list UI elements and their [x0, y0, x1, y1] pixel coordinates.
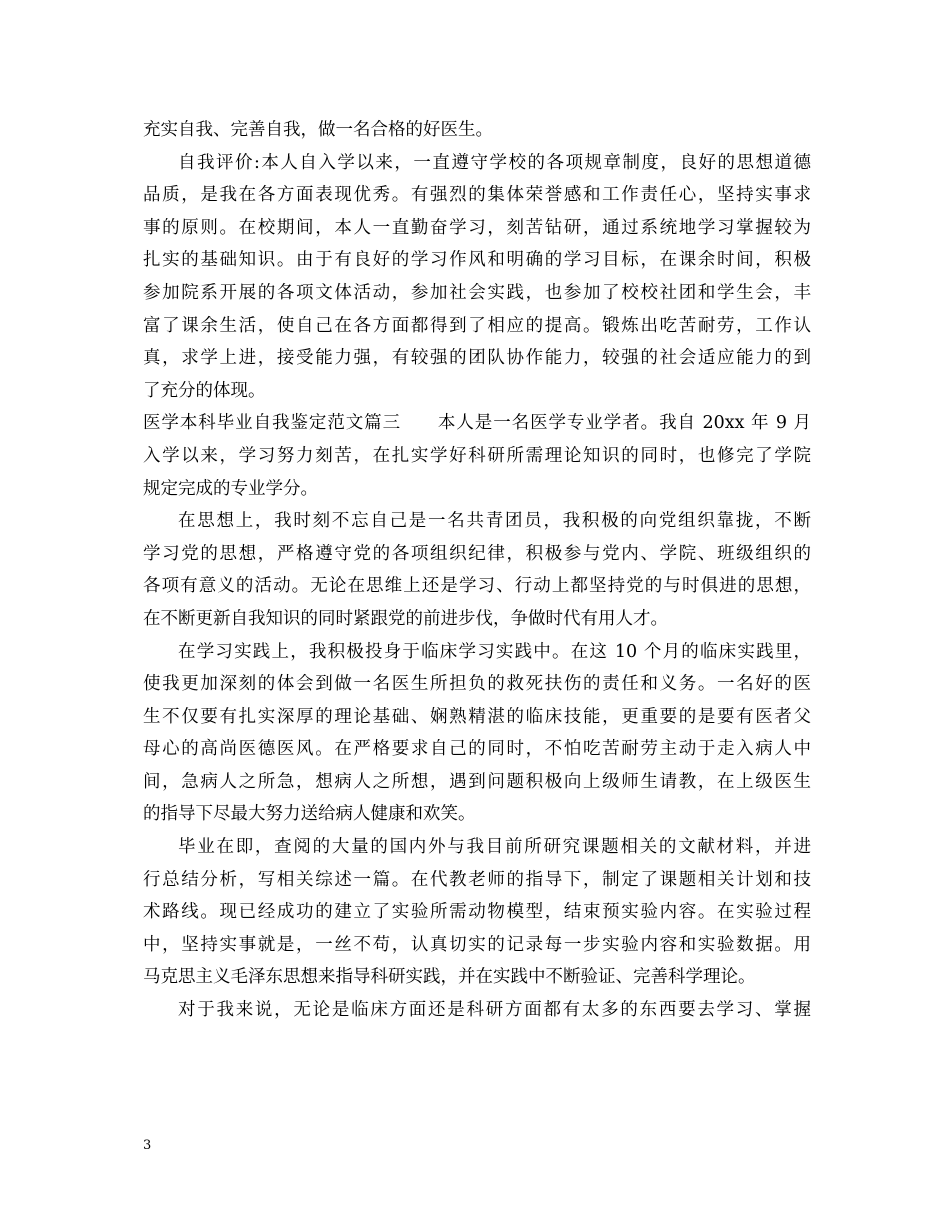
text-line: 在思想上，我时刻不忘自己是一名共青团员，我积极的向党组织靠拢，不断 [178, 511, 811, 532]
text-line: 间，急病人之所急，想病人之所想，遇到问题积极向上级师生请教，在上级医生 [143, 771, 811, 792]
text-line: 扎实的基础知识。由于有良好的学习作风和明确的学习目标，在课余时间，积极 [143, 250, 811, 271]
text-line: 自我评价:本人自入学以来，一直遵守学校的各项规章制度，良好的思想道德 [178, 152, 811, 173]
text-line: 参加院系开展的各项文体活动，参加社会实践，也参加了校校社团和学生会，丰 [143, 282, 811, 303]
text-line: 事的原则。在校期间，本人一直勤奋学习，刻苦钻研，通过系统地学习掌握较为 [143, 217, 811, 238]
text-line: 毕业在即，查阅的大量的国内外与我目前所研究课题相关的文献材料，并进 [178, 837, 811, 858]
page-number: 3 [143, 1138, 152, 1153]
text-line: 在不断更新自我知识的同时紧跟党的前进步伐，争做时代有用人才。 [143, 608, 668, 629]
text-line: 充实自我、完善自我，做一名合格的好医生。 [143, 120, 493, 140]
text-line: 品质，是我在各方面表现优秀。有强烈的集体荣誉感和工作责任心，坚持实事求 [143, 185, 811, 206]
text-line: 使我更加深刻的体会到做一名医生所担负的救死扶伤的责任和义务。一名好的医 [143, 674, 811, 695]
text-line: 学习党的思想，严格遵守党的各项组织纪律，积极参与党内、学院、班级组织的 [143, 543, 811, 564]
text-line: 规定完成的专业学分。 [143, 478, 318, 499]
body-text [143, 114, 811, 1027]
text-line: 生不仅要有扎实深厚的理论基础、娴熟精湛的临床技能，更重要的是要有医者父 [143, 706, 811, 727]
text-line: 的指导下尽最大努力送给病人健康和欢笑。 [143, 804, 476, 825]
text-line: 马克思主义毛泽东思想来指导科研实践，并在实践中不断验证、完善科学理论。 [143, 967, 756, 988]
text-line: 对于我来说，无论是临床方面还是科研方面都有太多的东西要去学习、掌握 [178, 1000, 811, 1021]
text-line: 术路线。现已经成功的建立了实验所需动物模型，结束预实验内容。在实验过程 [143, 902, 811, 923]
text-line: 真，求学上进，接受能力强，有较强的团队协作能力，较强的社会适应能力的到 [143, 348, 811, 369]
text-line: 入学以来，学习努力刻苦，在扎实学好科研所需理论知识的同时，也修完了学院 [143, 445, 811, 466]
text-line: 各项有意义的活动。无论在思维上还是学习、行动上都坚持党的与时俱进的思想， [143, 576, 811, 597]
text-line: 中，坚持实事就是，一丝不苟，认真切实的记录每一步实验内容和实验数据。用 [143, 934, 811, 955]
text-line: 富了课余生活，使自己在各方面都得到了相应的提高。锻炼出吃苦耐劳，工作认 [143, 315, 811, 336]
text-line: 了充分的体现。 [143, 380, 266, 401]
text-line: 在学习实践上，我积极投身于临床学习实践中。在这 10 个月的临床实践里， [178, 641, 811, 662]
text-line: 行总结分析，写相关综述一篇。在代教老师的指导下，制定了课题相关计划和技 [143, 869, 811, 890]
section-heading-line: 医学本科毕业自我鉴定范文篇三 本人是一名医学专业学者。我自 20xx 年 9 月 [143, 413, 811, 434]
text-line: 母心的高尚医德医风。在严格要求自己的同时，不怕吃苦耐劳主动于走入病人中 [143, 739, 811, 760]
